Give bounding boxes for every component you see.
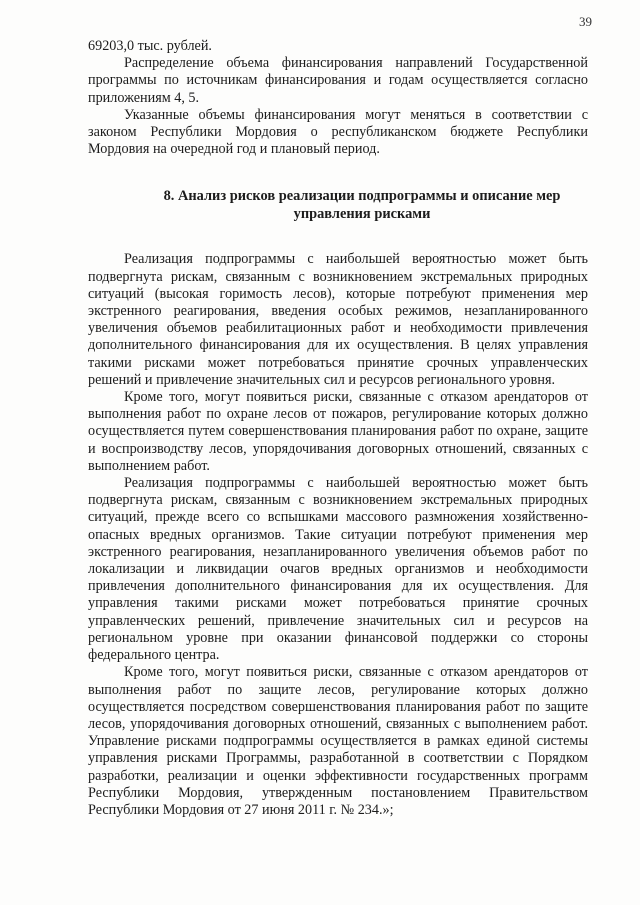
section-title: 8. Анализ рисков реализации подпрограммы и описание мер управления рисками xyxy=(163,188,561,222)
page-number: 39 xyxy=(579,14,592,29)
title-spacer xyxy=(88,223,588,251)
paragraph-body-2: Кроме того, могут появиться риски, связанные с отказом арендаторов от выполнения работ по охране лесов от пожаров, регулирование которых должно осуществляется путем совершенствования планирования работ по охране, защите и воспроизводству лесов, упорядочивания договорных отношений, связанных с выполнением работ. xyxy=(88,389,588,474)
paragraph-body-1: Реализация подпрограммы с наибольшей вероятностью может быть подвергнута рискам, связанным с возникновением экстремальных природных ситуаций (высокая горимость лесов), которые потребуют применения мер экстренного реагирования, введения особых режимов, незапланированного увеличения объемов реабилитационных работ и необходимости привлечения дополнительного финансирования для их осуществления. В целях управления такими рисками может потребоваться принятие срочных управленческих решений и привлечение значительных сил и ресурсов регионального уровня. xyxy=(88,251,588,388)
paragraph-top-2: Распределение объема финансирования направлений Государственной программы по источникам финансирования и годам осуществляется согласно приложениям 4, 5. xyxy=(88,55,588,106)
paragraph-body-4: Кроме того, могут появиться риски, связанные с отказом арендаторов от выполнения работ по защите лесов, регулирование которых должно осуществляется посредством совершенствования планирования работ по защите лесов, упорядочивания договорных отношений, связанных с выполнением работ. Управление рисками подпрограммы осуществляется в рамках единой системы управления рисками Программы, разработанной в соответствии с Порядком разработки, реализации и оценки эффективности государственных программ Республики Мордовия, утвержденным постановлением Правительством Республики Мордовия от 27 июня 2011 г. № 234.»; xyxy=(88,664,588,818)
paragraph-top-3: Указанные объемы финансирования могут меняться в соответствии с законом Республики Мордовия о республиканском бюджете Республики Мордовия на очередной год и плановый период. xyxy=(88,106,588,158)
page-content xyxy=(88,38,588,819)
paragraph-body-3: Реализация подпрограммы с наибольшей вероятностью может быть подвергнута рискам, связанным с возникновением экстремальных природных ситуаций, прежде всего со вспышками массового размножения хозяйственно-опасных вредных организмов. Такие ситуации потребуют применения мер экстренного реагирования, незапланированного увеличения объемов работ по локализации и ликвидации очагов вредных организмов и необходимости привлечения дополнительного финансирования для их осуществления. Для управления такими рисками может потребоваться принятие срочных управленческих решений, привлечение значительных сил и ресурсов на региональном уровне при оказании финансовой поддержки со стороны федерального центра. xyxy=(88,475,588,664)
paragraph-top-1: 69203,0 тыс. рублей. xyxy=(88,38,212,54)
